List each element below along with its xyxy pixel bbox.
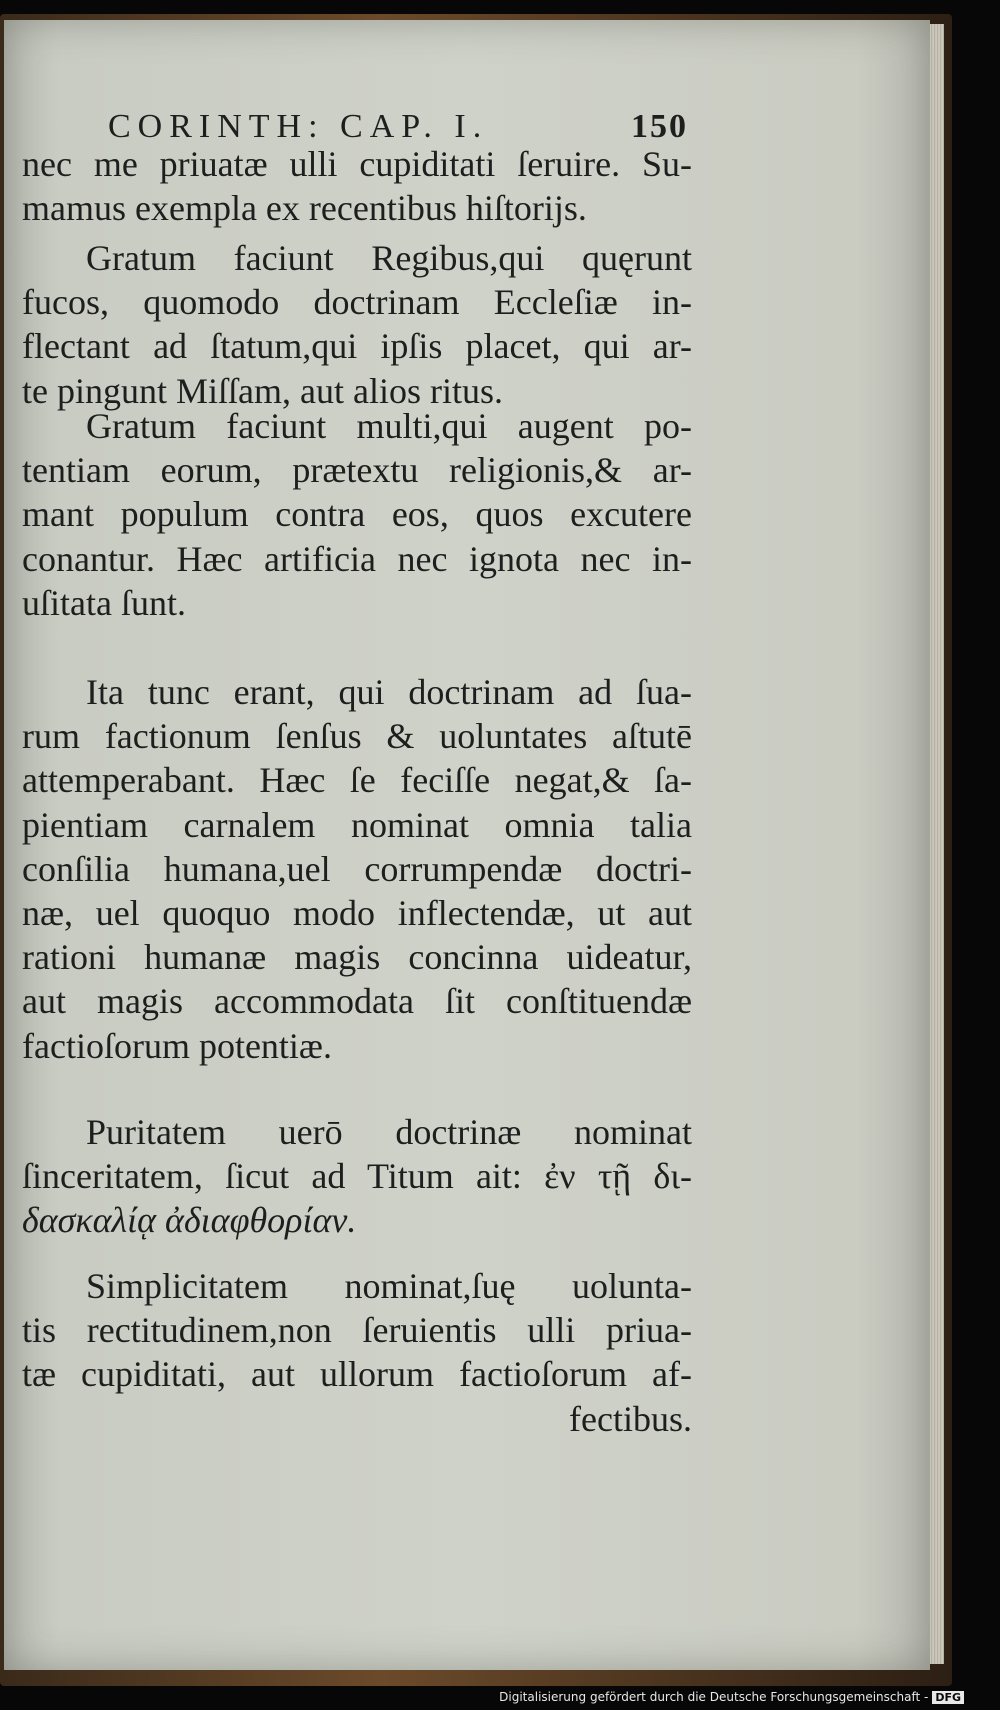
page-fore-edge [930, 24, 944, 1664]
text-line: ſinceritatem, ſicut ad Titum ait: ἐν τῇ δι- [22, 1156, 692, 1197]
folio-number: 150 [631, 108, 688, 145]
text-line: fucos, quomodo doctrinam Eccleſiæ in- [22, 282, 692, 323]
text-line: conſilia humana,uel corrumpendæ doctri- [22, 848, 692, 889]
text-line: mant populum contra eos, quos excutere [22, 494, 692, 535]
text-line: mamus exempla ex recentibus hiſtorijs. [22, 188, 587, 229]
paragraph-4 [22, 670, 692, 1068]
paragraph-6 [22, 1264, 692, 1441]
text-line: pientiam carnalem nominat omnia talia [22, 804, 692, 845]
text-line: tæ cupiditati, aut ullorum factioſorum af- [22, 1354, 692, 1395]
dfg-logo: DFG [932, 1691, 964, 1704]
text-line: fectibus. [569, 1398, 692, 1439]
paragraph-2 [22, 236, 692, 413]
text-line: tentiam eorum, prætextu religionis,& ar- [22, 450, 692, 491]
text-line: Ita tunc erant, qui doctrinam ad ſua- [86, 672, 692, 712]
text-line: Gratum faciunt multi,qui augent po- [86, 406, 692, 446]
text-line: rum factionum ſenſus & uoluntates aſtutē [22, 716, 692, 757]
text-line: Simplicitatem nominat,ſuę uolunta- [86, 1266, 692, 1306]
text-line: conantur. Hæc artificia nec ignota nec in- [22, 538, 692, 579]
paragraph-3 [22, 404, 692, 625]
running-title: CORINTH: CAP. I. [108, 108, 489, 145]
text-line: nec me priuatæ ulli cupiditati ſeruire. Su- [22, 144, 692, 184]
text-line: factioſorum potentiæ. [22, 1025, 332, 1066]
text-line: te pingunt Miſſam, aut alios ritus. [22, 370, 503, 411]
text-line: næ, uel quoquo modo inflectendæ, ut aut [22, 893, 692, 934]
text-line: flectant ad ſtatum,qui ipſis placet, qui ar- [22, 326, 692, 367]
digitization-credit [0, 1690, 1000, 1710]
text-line: Gratum faciunt Regibus,qui quęrunt [86, 238, 692, 278]
text-line: tis rectitudinem,non ſeruientis ulli priua- [22, 1310, 692, 1351]
credit-text: Digitalisierung gefördert durch die Deutsche Forschungsgemeinschaft - [499, 1690, 929, 1704]
paragraph-5 [22, 1110, 692, 1243]
text-line: Puritatem uerō doctrinæ nominat [86, 1112, 692, 1152]
greek-text-line: δασκαλίᾳ ἀδιαφθορίαν. [22, 1200, 357, 1241]
paragraph-1 [22, 142, 692, 230]
text-line: aut magis accommodata ſit conſtituendæ [22, 981, 692, 1022]
text-line: attemperabant. Hæc ſe feciſſe negat,& ſa- [22, 760, 692, 801]
text-line: uſitata ſunt. [22, 582, 186, 623]
text-line: rationi humanæ magis concinna uideatur, [22, 937, 692, 978]
